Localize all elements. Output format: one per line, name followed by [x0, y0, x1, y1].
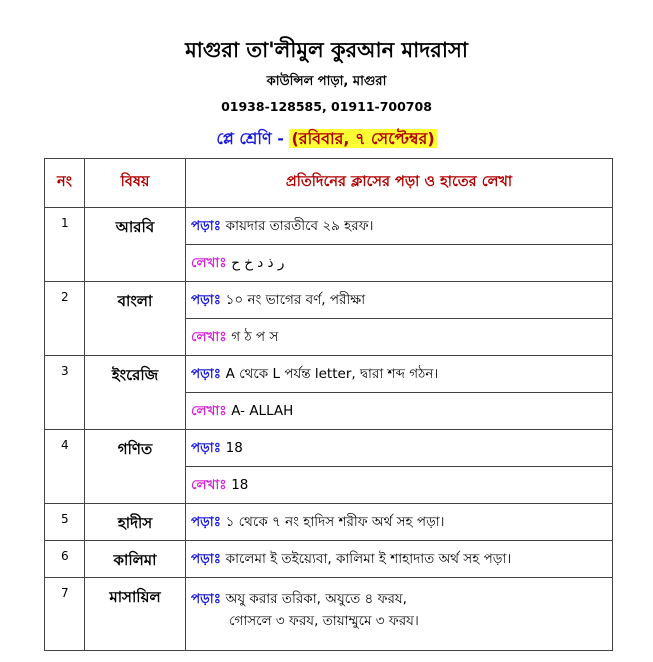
madrasa-title: মাগুরা তা'লীমুল কুরআন মাদরাসা: [185, 38, 468, 62]
read-text: ১ থেকে ৭ নং হাদিস শরীফ অর্থ সহ পড়া।: [225, 513, 445, 530]
row-subject: কালিমা: [85, 541, 186, 578]
read-label: পড়াঃ: [191, 550, 226, 567]
row-subject: ইংরেজি: [85, 356, 186, 430]
row-subject: আরবি: [85, 208, 186, 282]
row-number: 6: [45, 541, 85, 578]
madrasa-address: কাউন্সিল পাড়া, মাগুরা: [266, 74, 387, 89]
read-text-continued: গোসলে ৩ ফরয, তায়াম্মুমে ৩ ফরয।: [229, 613, 419, 629]
write-label: লেখাঃ: [191, 328, 232, 345]
table-row: [45, 578, 613, 651]
write-text: গ ঠ প স: [231, 328, 279, 345]
table-row: [45, 208, 613, 245]
read-text: কালেমা ই তইয়্যেবা, কালিমা ই শাহাদাত অর্থ সহ পড়া।: [225, 550, 512, 567]
class-heading: [0, 126, 653, 153]
class-name: প্লে শ্রেণি -: [216, 129, 290, 148]
read-cell: [186, 541, 613, 578]
read-cell: [186, 504, 613, 541]
write-cell: [186, 245, 613, 282]
write-cell: [186, 393, 613, 430]
row-number: 1: [45, 208, 85, 282]
header-no: নং: [45, 159, 85, 208]
header-task: প্রতিদিনের ক্লাসের পড়া ও হাতের লেখা: [186, 159, 613, 208]
read-text: 18: [225, 439, 243, 456]
row-number: 2: [45, 282, 85, 356]
write-text: ر ذ د خ ح: [231, 254, 285, 271]
read-label: পড়াঃ: [191, 439, 226, 456]
table-row: [45, 430, 613, 467]
read-cell: [186, 208, 613, 245]
read-text: ১০ নং ভাগের বর্ণ, পরীক্ষা: [225, 291, 366, 308]
read-label: পড়াঃ: [191, 513, 226, 530]
read-label: পড়াঃ: [191, 365, 226, 382]
phone-numbers: 01938-128585, 01911-700708: [221, 99, 432, 114]
table-row: [45, 541, 613, 578]
table-row: [45, 282, 613, 319]
write-label: লেখাঃ: [191, 402, 232, 419]
class-date: (রবিবার, ৭ সেপ্টেম্বর): [291, 129, 435, 148]
write-text: 18: [231, 476, 249, 493]
write-text: A- ALLAH: [231, 402, 294, 419]
row-subject: হাদীস: [85, 504, 186, 541]
row-subject: বাংলা: [85, 282, 186, 356]
read-cell: [186, 282, 613, 319]
write-cell: [186, 467, 613, 504]
read-cell: [186, 356, 613, 393]
read-label: পড়াঃ: [191, 591, 226, 607]
table-row: [45, 356, 613, 393]
table-header-row: [45, 159, 613, 208]
read-text: কায়দার তারতীবে ২৯ হরফ।: [225, 217, 374, 234]
read-label: পড়াঃ: [191, 217, 226, 234]
row-number: 3: [45, 356, 85, 430]
write-cell: [186, 319, 613, 356]
read-label: পড়াঃ: [191, 291, 226, 308]
write-label: লেখাঃ: [191, 254, 232, 271]
row-subject: গণিত: [85, 430, 186, 504]
read-text: A থেকে L পর্যন্ত letter, দ্বারা শব্দ গঠন।: [225, 365, 439, 382]
row-number: 5: [45, 504, 85, 541]
row-number: 4: [45, 430, 85, 504]
row-subject: মাসায়িল: [85, 578, 186, 651]
read-cell: [186, 430, 613, 467]
row-number: 7: [45, 578, 85, 651]
table-row: [45, 504, 613, 541]
header-subject: বিষয়: [85, 159, 186, 208]
read-cell: [186, 578, 613, 651]
read-text: অযু করার তরিকা, অযুতে ৪ ফরয,: [225, 591, 407, 607]
write-label: লেখাঃ: [191, 476, 232, 493]
lesson-table: [44, 158, 613, 651]
